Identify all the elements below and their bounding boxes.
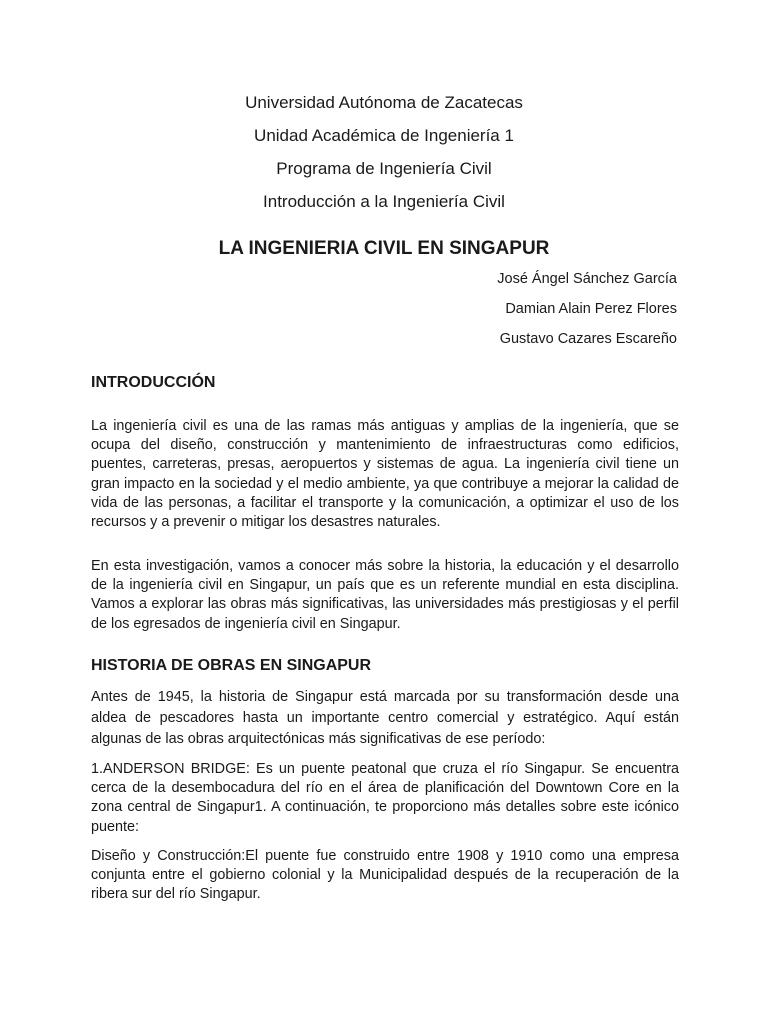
intro-heading: INTRODUCCIÓN: [91, 374, 216, 391]
document-title: LA INGENIERIA CIVIL EN SINGAPUR: [218, 238, 550, 259]
intro-paragraph-2: En esta investigación, vamos a conocer más sobre la historia, la educación y el desarrollo de la ingeniería civil en Singapur, un país que es un referente mundial en esta disciplina. Vamos a explorar las obras más significativas, las universidades más prestigiosas y el perfil de los egresados de ingeniería civil en Singapur.: [91, 558, 679, 632]
history-paragraph-3: Diseño y Construcción:El puente fue construido entre 1908 y 1910 como una empresa conjunta entre el gobierno colonial y la Municipalidad después de la recuperación de la ribera sur del río Singapur.: [91, 848, 679, 903]
university-name: Universidad Autónoma de Zacatecas: [245, 93, 523, 112]
academic-unit: Unidad Académica de Ingeniería 1: [254, 126, 514, 145]
author-2: Damian Alain Perez Flores: [505, 301, 677, 317]
history-heading: HISTORIA DE OBRAS EN SINGAPUR: [91, 657, 372, 674]
program-name: Programa de Ingeniería Civil: [276, 159, 492, 178]
history-paragraph-1: Antes de 1945, la historia de Singapur está marcada por su transformación desde una aldea de pescadores hasta un importante centro comercial y estratégico. Aquí están algunas de las obras arquitectónicas más significativas de ese período:: [91, 689, 679, 747]
author-1: José Ángel Sánchez García: [497, 271, 677, 287]
intro-paragraph-1: La ingeniería civil es una de las ramas más antiguas y amplias de la ingeniería, que se ocupa del diseño, construcción y mantenimiento de infraestructuras como edificios, puentes, carreteras, presas, aeropuertos y sistemas de agua. La ingeniería civil tiene un gran impacto en la sociedad y el medio ambiente, ya que contribuye a mejorar la calidad de vida de las personas, a facilitar el transporte y la comunicación, a optimizar el uso de los recursos y a prevenir o mitigar los desastres naturales.: [91, 418, 679, 531]
history-paragraph-2: 1.ANDERSON BRIDGE: Es un puente peatonal que cruza el río Singapur. Se encuentra cerca de la desembocadura del río en el área de planificación del Downtown Core en la zona central de Singapur1. A continuación, te proporciono más detalles sobre este icónico puente:: [91, 761, 679, 835]
author-3: Gustavo Cazares Escareño: [499, 331, 677, 347]
course-name: Introducción a la Ingeniería Civil: [263, 192, 505, 211]
